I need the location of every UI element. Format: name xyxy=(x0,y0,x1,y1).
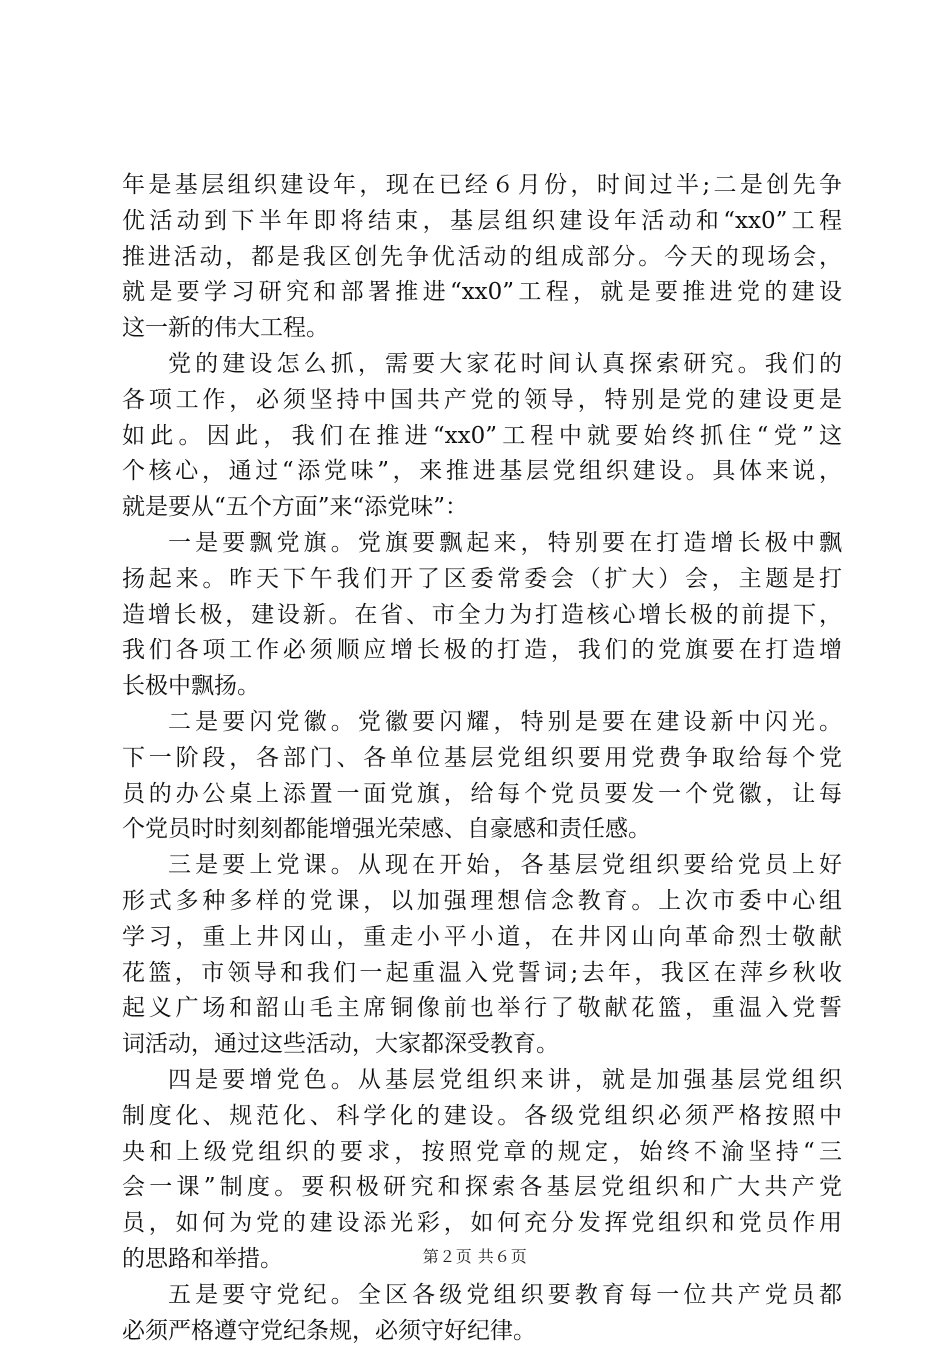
text-line: 优活动到下半年即将结束，基层组织建设年活动和“xx0”工程 xyxy=(122,204,842,240)
text-line: 学习，重上井冈山，重走小平小道，在井冈山向革命烈士敬献 xyxy=(122,920,842,956)
page-footer: 第２页 共６页 xyxy=(0,1244,950,1267)
text-line: 制度化、规范化、科学化的建设。各级党组织必须严格按照中 xyxy=(122,1099,842,1135)
text-line: 造增长极，建设新。在省、市全力为打造核心增长极的前提下， xyxy=(122,598,842,634)
text-line: 个核心，通过“添党味”，来推进基层党组织建设。具体来说， xyxy=(122,454,842,490)
text-line: 必须严格遵守党纪条规，必须守好纪律。 xyxy=(122,1314,842,1349)
text-line: 党的建设怎么抓，需要大家花时间认真探索研究。我们的 xyxy=(122,347,842,383)
text-line: 一是要飘党旗。党旗要飘起来，特别要在打造增长极中飘 xyxy=(122,526,842,562)
text-line: 我们各项工作必须顺应增长极的打造，我们的党旗要在打造增 xyxy=(122,633,842,669)
text-line: 各项工作，必须坚持中国共产党的领导，特别是党的建设更是 xyxy=(122,383,842,419)
text-line: 个党员时时刻刻都能增强光荣感、自豪感和责任感。 xyxy=(122,812,842,848)
text-line: 年是基层组织建设年，现在已经６月份，时间过半;二是创先争 xyxy=(122,168,842,204)
text-line: 下一阶段，各部门、各单位基层党组织要用党费争取给每个党 xyxy=(122,741,842,777)
body-text xyxy=(122,168,842,1349)
text-line: 扬起来。昨天下午我们开了区委常委会（扩大）会，主题是打 xyxy=(122,562,842,598)
text-line: 央和上级党组织的要求，按照党章的规定，始终不渝坚持“三 xyxy=(122,1135,842,1171)
text-line: 形式多种多样的党课，以加强理想信念教育。上次市委中心组 xyxy=(122,884,842,920)
text-line: 起义广场和韶山毛主席铜像前也举行了敬献花篮，重温入党誓 xyxy=(122,991,842,1027)
text-line: 员的办公桌上添置一面党旗，给每个党员要发一个党徽，让每 xyxy=(122,777,842,813)
text-line: 推进活动，都是我区创先争优活动的组成部分。今天的现场会， xyxy=(122,240,842,276)
text-line: 员，如何为党的建设添光彩，如何充分发挥党组织和党员作用 xyxy=(122,1206,842,1242)
text-line: 就是要从“五个方面”来“添党味”： xyxy=(122,490,842,526)
text-line: 词活动，通过这些活动，大家都深受教育。 xyxy=(122,1027,842,1063)
text-line: 五是要守党纪。全区各级党组织要教育每一位共产党员都 xyxy=(122,1278,842,1314)
text-line: 会一课”制度。要积极研究和探索各基层党组织和广大共产党 xyxy=(122,1170,842,1206)
text-line: 长极中飘扬。 xyxy=(122,669,842,705)
text-line: 的思路和举措。 xyxy=(122,1242,842,1278)
text-line: 二是要闪党徽。党徽要闪耀，特别是要在建设新中闪光。 xyxy=(122,705,842,741)
text-line: 如此。因此，我们在推进“xx0”工程中就要始终抓住“党”这 xyxy=(122,419,842,455)
text-line: 花篮，市领导和我们一起重温入党誓词;去年，我区在萍乡秋收 xyxy=(122,956,842,992)
text-line: 四是要增党色。从基层党组织来讲，就是加强基层党组织 xyxy=(122,1063,842,1099)
text-line: 三是要上党课。从现在开始，各基层党组织要给党员上好 xyxy=(122,848,842,884)
text-line: 就是要学习研究和部署推进“xx0”工程，就是要推进党的建设 xyxy=(122,275,842,311)
text-line: 这一新的伟大工程。 xyxy=(122,311,842,347)
